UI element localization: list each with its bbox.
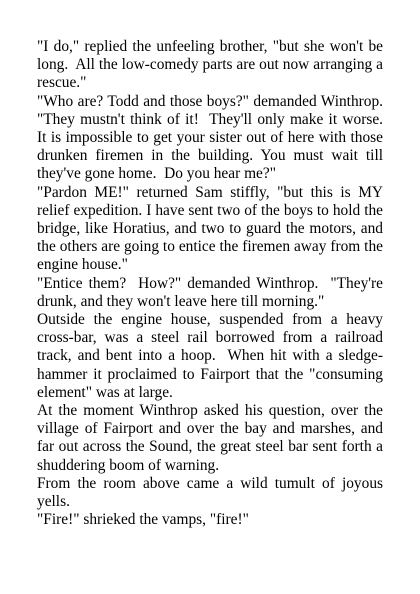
paragraph: "Pardon ME!" returned Sam stiffly, "but this is MY relief expedition. I have sent two of the boys to hold the bridge, like Horatius, and two to guard the motors, and the others are going to entice the firemen away from the engine house." xyxy=(37,183,387,274)
paragraph: At the moment Winthrop asked his question, over the village of Fairport and over the bay and marshes, and far out across the Sound, the great steel bar sent forth a shuddering boom of warning. xyxy=(37,402,387,474)
paragraph: "Entice them? How?" demanded Winthrop. "They're drunk, and they won't leave here till morning." xyxy=(37,274,387,310)
paragraph: "Who are? Todd and those boys?" demanded Winthrop. "They mustn't think of it! They'll only make it worse. It is impossible to get your sister out of here with those drunken firemen in the building. You must wait till they've gone home. Do you hear me?" xyxy=(37,92,391,183)
paragraph: Outside the engine house, suspended from a heavy cross-bar, was a steel rail borrowed from a railroad track, and bent into a hoop. When hit with a sledge-hammer it proclaimed to Fairport that the "consuming element" was at large. xyxy=(37,311,387,401)
page-text xyxy=(37,38,391,529)
paragraph: "I do," replied the unfeeling brother, "but she won't be long. All the low-comedy parts are out now arranging a rescue." xyxy=(37,38,387,92)
paragraph: "Fire!" shrieked the vamps, "fire!" xyxy=(37,511,249,529)
paragraph: From the room above came a wild tumult of joyous yells. xyxy=(37,474,387,511)
